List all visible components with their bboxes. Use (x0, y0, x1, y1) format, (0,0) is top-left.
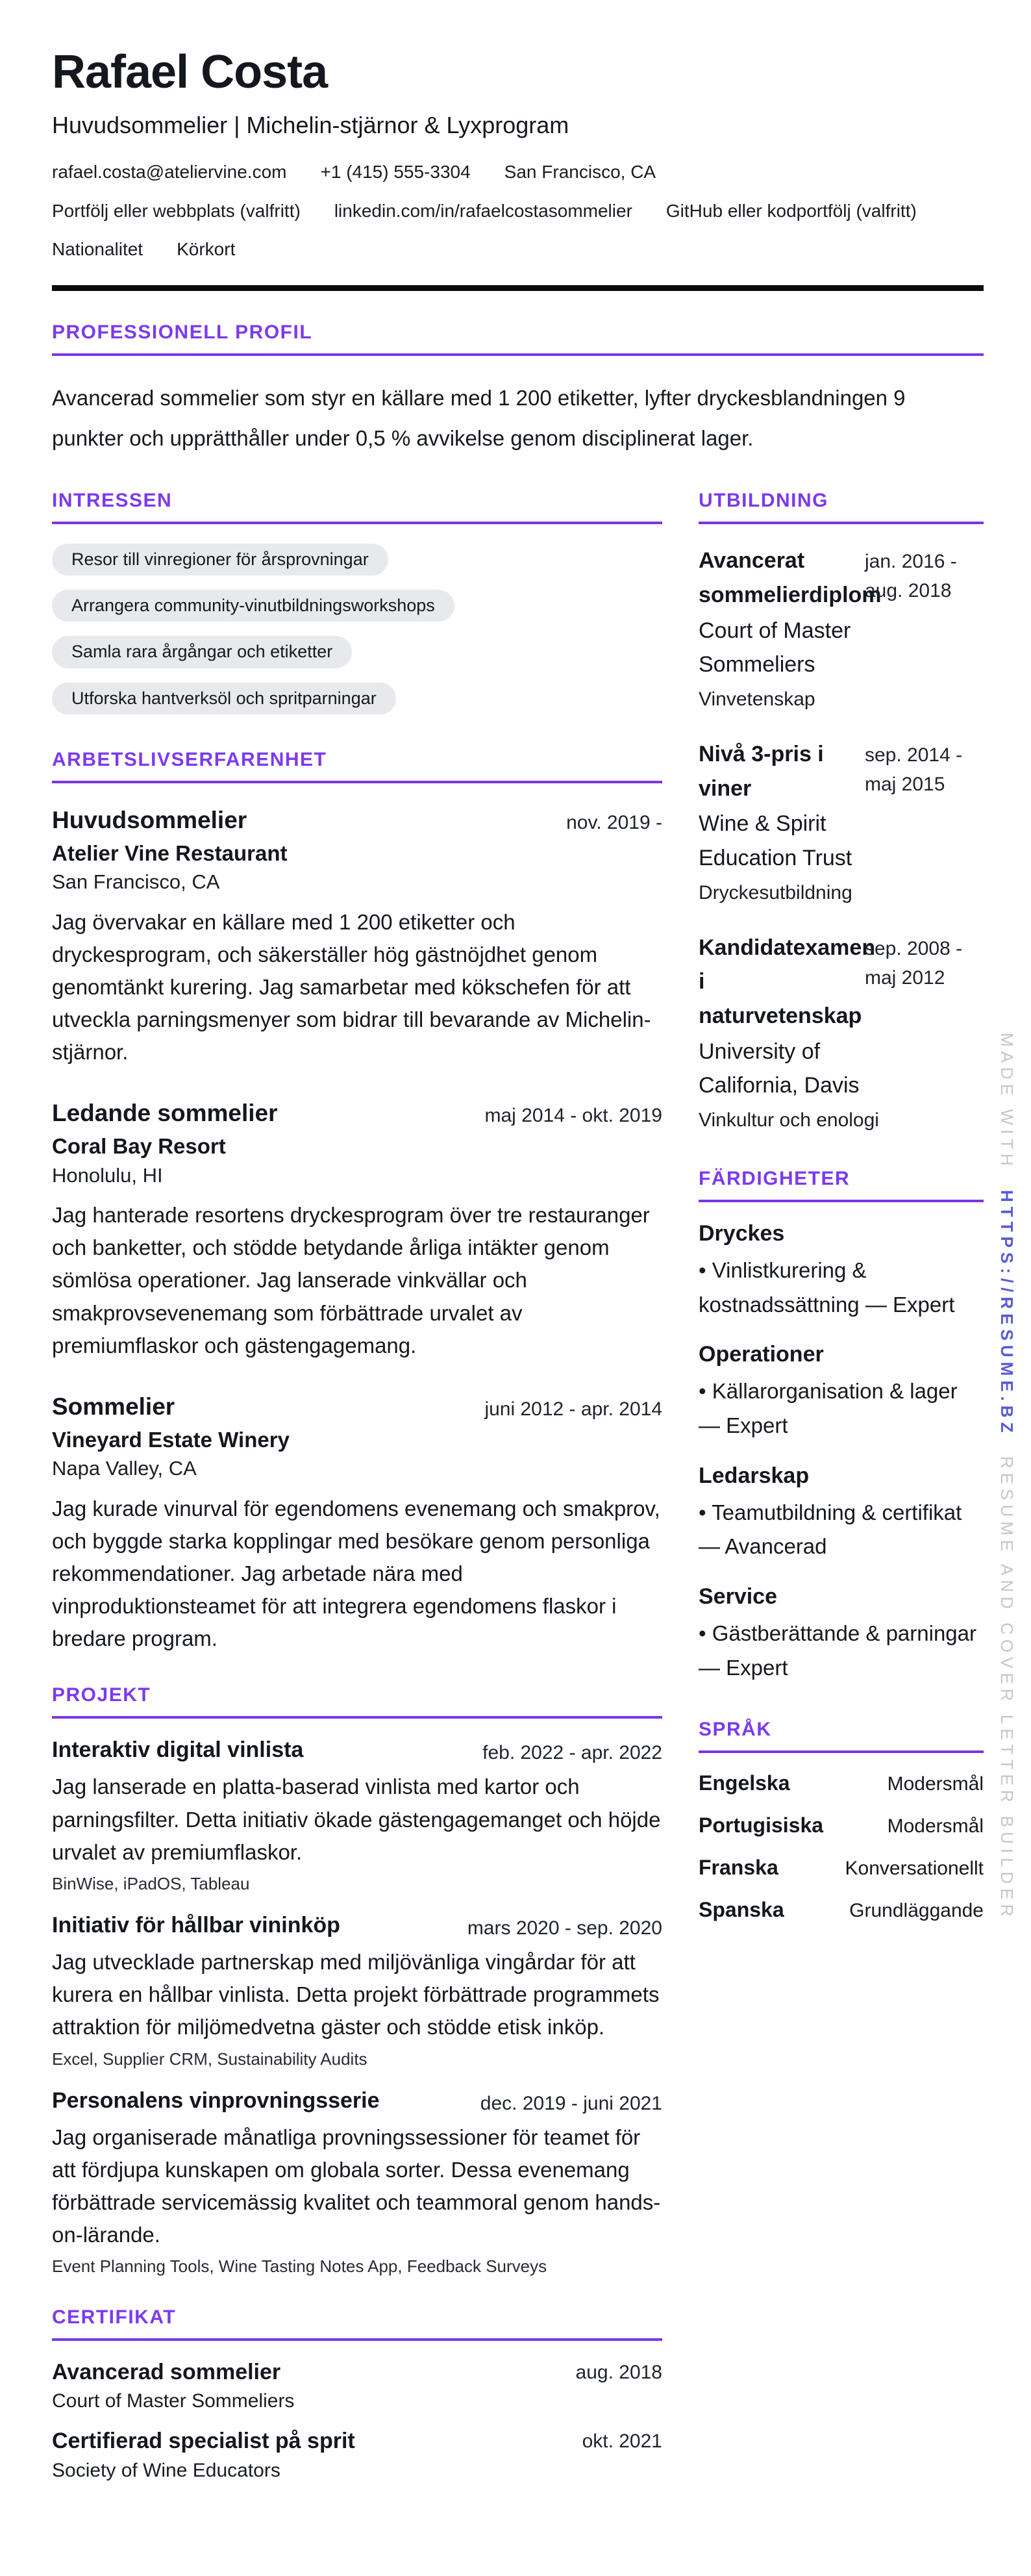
job-dates: maj 2014 - okt. 2019 (484, 1105, 662, 1127)
project-description: Jag lanserade en platta-baserad vinlista med kartor och parningsfilter. Detta initiativ ökade gästengagemanget och höjde urvalet av premiumflaskor. (52, 1774, 661, 1864)
section-projects (52, 1684, 662, 2277)
language-level: Modersmål (887, 1815, 984, 1837)
project-entry (52, 1912, 662, 2069)
projects-heading-rule (52, 1684, 662, 1719)
job-dates: juni 2012 - apr. 2014 (484, 1398, 662, 1420)
linkedin-link[interactable]: linkedin.com/in/rafaelcostasommelier (334, 200, 632, 221)
watermark (997, 1033, 1017, 1921)
certificate-entry-header (52, 2359, 662, 2386)
project-description: Jag organiserade månatliga provningssessioner för teamet för att fördjupa kunskapen om globala sorter. Dessa evenemang förbättrade servicemässig kvalitet och teammoral genom hands-on-lärande. (52, 2125, 661, 2247)
certificate-issuer: Court of Master Sommeliers (52, 2390, 295, 2412)
education-dates: sep. 2008 - maj 2012 (865, 937, 963, 989)
certificates-heading-rule (52, 2306, 662, 2341)
skill-item: • Teamutbildning & certifikat — Avancerad (699, 1496, 984, 1565)
profile-text: Avancerad sommelier som styr en källare med 1 200 etiketter, lyfter dryckesblandningen 9 punkter och upprätthåller under 0,5 % avvikelse genom disciplinerat lager. (52, 385, 906, 451)
language-level: Modersmål (887, 1773, 984, 1795)
project-dates: mars 2020 - sep. 2020 (467, 1917, 662, 1939)
language-row (699, 1898, 984, 1922)
language-row (699, 1856, 984, 1880)
education-degree: Avancerat sommelierdiplom (699, 548, 882, 607)
languages-heading-rule (699, 1718, 984, 1753)
section-languages (699, 1718, 984, 1922)
section-interests (52, 489, 662, 714)
skill-group (699, 1341, 984, 1443)
contact-row-2 (52, 200, 984, 222)
interest-pill: Arrangera community-vinutbildningsworkshops (52, 590, 454, 622)
language-name: Franska (699, 1855, 778, 1879)
education-school: University of California, Davis (699, 1039, 860, 1098)
project-entry (52, 1737, 662, 1894)
skills-heading: FÄRDIGHETER (699, 1168, 851, 1190)
skill-category: Service (699, 1584, 777, 1610)
certificate-date: aug. 2018 (575, 2361, 662, 2383)
experience-entry-header (52, 807, 662, 835)
nationality-label: Nationalitet (52, 239, 143, 260)
education-entry (699, 737, 984, 907)
section-experience (52, 748, 662, 1656)
profile-heading: PROFESSIONELL PROFIL (52, 321, 313, 343)
skill-category: Operationer (699, 1342, 824, 1367)
project-tools: Event Planning Tools, Wine Tasting Notes App, Feedback Surveys (52, 2256, 547, 2277)
language-row (699, 1771, 984, 1795)
language-name: Engelska (699, 1771, 790, 1795)
watermark-prefix: MADE WITH (997, 1033, 1017, 1170)
skill-group (699, 1220, 984, 1322)
job-company: Vineyard Estate Winery (52, 1427, 290, 1452)
language-row (699, 1813, 984, 1837)
location-text: San Francisco, CA (504, 161, 656, 182)
project-entry-header (52, 1912, 662, 1941)
job-location: Honolulu, HI (52, 1163, 163, 1187)
certificate-issuer: Society of Wine Educators (52, 2459, 280, 2481)
education-degree: Nivå 3-pris i viner (699, 741, 824, 801)
job-company: Coral Bay Resort (52, 1134, 226, 1159)
candidate-name: Rafael Costa (52, 46, 328, 98)
header-divider (52, 285, 984, 291)
experience-entry-header (52, 1393, 662, 1422)
project-title: Personalens vinprovningsserie (52, 2088, 380, 2113)
project-tools: BinWise, iPadOS, Tableau (52, 1873, 250, 1893)
project-entry (52, 2088, 662, 2277)
education-field: Dryckesutbildning (699, 881, 852, 903)
language-level: Konversationellt (845, 1857, 984, 1879)
interest-pill-list (52, 544, 662, 714)
portfolio-placeholder: Portfölj eller webbplats (valfritt) (52, 200, 301, 221)
education-heading-rule (699, 489, 984, 524)
skill-item: • Gästberättande & parningar — Expert (699, 1617, 984, 1686)
project-title: Interaktiv digital vinlista (52, 1737, 304, 1763)
certificate-entry (52, 2428, 662, 2482)
skill-category: Ledarskap (699, 1463, 810, 1488)
watermark-suffix: RESUME AND COVER LETTER BUILDER (997, 1456, 1017, 1921)
job-location: Napa Valley, CA (52, 1457, 197, 1480)
projects-heading: PROJEKT (52, 1684, 151, 1706)
two-column-body (52, 489, 984, 2482)
education-dates: jan. 2016 - aug. 2018 (865, 551, 957, 602)
job-dates: nov. 2019 - (566, 811, 662, 833)
project-dates: dec. 2019 - juni 2021 (480, 2092, 662, 2114)
education-school: Court of Master Sommeliers (699, 618, 851, 677)
certificate-title: Certifierad specialist på sprit (52, 2428, 355, 2453)
phone-number: +1 (415) 555-3304 (320, 161, 471, 182)
interest-pill: Utforska hantverksöl och spritparningar (52, 683, 396, 714)
contact-row-3 (52, 238, 984, 260)
experience-entry-header (52, 1100, 662, 1128)
skill-item: • Vinlistkurering & kostnadssättning — Expert (699, 1254, 984, 1322)
language-name: Spanska (699, 1897, 784, 1921)
project-entry-header (52, 1737, 662, 1765)
job-title: Huvudsommelier (52, 806, 247, 833)
languages-heading: SPRÅK (699, 1718, 772, 1740)
certificate-entry (52, 2359, 662, 2414)
section-profile (52, 321, 984, 459)
job-description: Jag övervakar en källare med 1 200 etiketter och dryckesprogram, och säkerställer hög gästnöjdhet genom genomtänkt kurering. Jag samarbetar med kökschefen för att utveckla parningsmenyer som bidrar till bevarande av Michelin-stjärnor. (52, 909, 651, 1065)
candidate-headline: Huvudsommelier | Michelin-stjärnor & Lyxprogram (52, 111, 569, 138)
interests-heading: INTRESSEN (52, 490, 173, 512)
experience-entry (52, 1393, 662, 1656)
certificate-date: okt. 2021 (582, 2430, 662, 2452)
skill-group (699, 1463, 984, 1564)
education-entry (699, 931, 984, 1135)
interest-pill: Resor till vinregioner för årsprovningar (52, 544, 388, 575)
section-skills (699, 1167, 984, 1686)
job-company: Atelier Vine Restaurant (52, 840, 288, 865)
skills-heading-rule (699, 1167, 984, 1202)
job-description: Jag kurade vinurval för egendomens evenemang och smakprov, och byggde starka kopplingar med besökare genom personliga rekommendationer. Jag arbetade nära med vinproduktionsteamet för att integrera egendomens flaskor i bredare program. (52, 1496, 660, 1651)
education-school: Wine & Spirit Education Trust (699, 811, 852, 870)
resume-header (52, 45, 984, 260)
watermark-url-link[interactable]: HTTPS://RESUME.BZ (997, 1189, 1017, 1437)
right-column (699, 489, 984, 2482)
experience-entry (52, 1100, 662, 1362)
section-education (699, 489, 984, 1135)
profile-heading-rule (52, 321, 984, 356)
skill-item: • Källarorganisation & lager — Expert (699, 1374, 984, 1443)
project-tools: Excel, Supplier CRM, Sustainability Audits (52, 2049, 367, 2069)
certificate-title: Avancerad sommelier (52, 2359, 281, 2384)
job-description: Jag hanterade resortens dryckesprogram över tre restauranger och banketter, och stödde betydande årliga intäkter genom sömlösa operationer. Jag lanserade vinkvällar och smakprovsevenemang som förbättrade urvalet av premiumflaskor och gästengagemang. (52, 1203, 650, 1357)
project-title: Initiativ för hållbar vininköp (52, 1913, 340, 1938)
education-field: Vinkultur och enologi (699, 1109, 879, 1131)
experience-heading: ARBETSLIVSERFARENHET (52, 748, 327, 770)
education-heading: UTBILDNING (699, 490, 828, 512)
job-location: San Francisco, CA (52, 870, 220, 894)
language-level: Grundläggande (849, 1899, 984, 1921)
github-placeholder: GitHub eller kodportfölj (valfritt) (665, 200, 917, 221)
project-entry-header (52, 2088, 662, 2116)
education-field: Vinvetenskap (699, 688, 815, 710)
section-certificates (52, 2306, 662, 2483)
job-title: Sommelier (52, 1393, 175, 1420)
email-link[interactable]: rafael.costa@ateliervine.com (52, 161, 287, 182)
experience-entry (52, 807, 662, 1069)
interest-pill: Samla rara årgångar och etiketter (52, 636, 352, 668)
project-description: Jag utvecklade partnerskap med miljövänliga vingårdar för att kurera en hållbar vinlista. Detta projekt förbättrade programmets attraktion för miljömedvetna gäster och stödde etisk inköp. (52, 1950, 660, 2039)
left-column (52, 489, 662, 2482)
education-entry (699, 544, 984, 714)
interests-heading-rule (52, 489, 662, 524)
skill-category: Dryckes (699, 1221, 785, 1246)
contact-row-1 (52, 161, 984, 183)
drivers-license-label: Körkort (177, 239, 236, 260)
job-title: Ledande sommelier (52, 1100, 278, 1127)
skill-group (699, 1584, 984, 1685)
experience-heading-rule (52, 748, 662, 783)
education-degree: Kandidatexamen i naturvetenskap (699, 935, 876, 1029)
certificates-heading: CERTIFIKAT (52, 2306, 177, 2328)
language-name: Portugisiska (699, 1813, 824, 1837)
education-dates: sep. 2014 - maj 2015 (865, 744, 963, 795)
certificate-entry-header (52, 2428, 662, 2455)
project-dates: feb. 2022 - apr. 2022 (482, 1742, 662, 1764)
